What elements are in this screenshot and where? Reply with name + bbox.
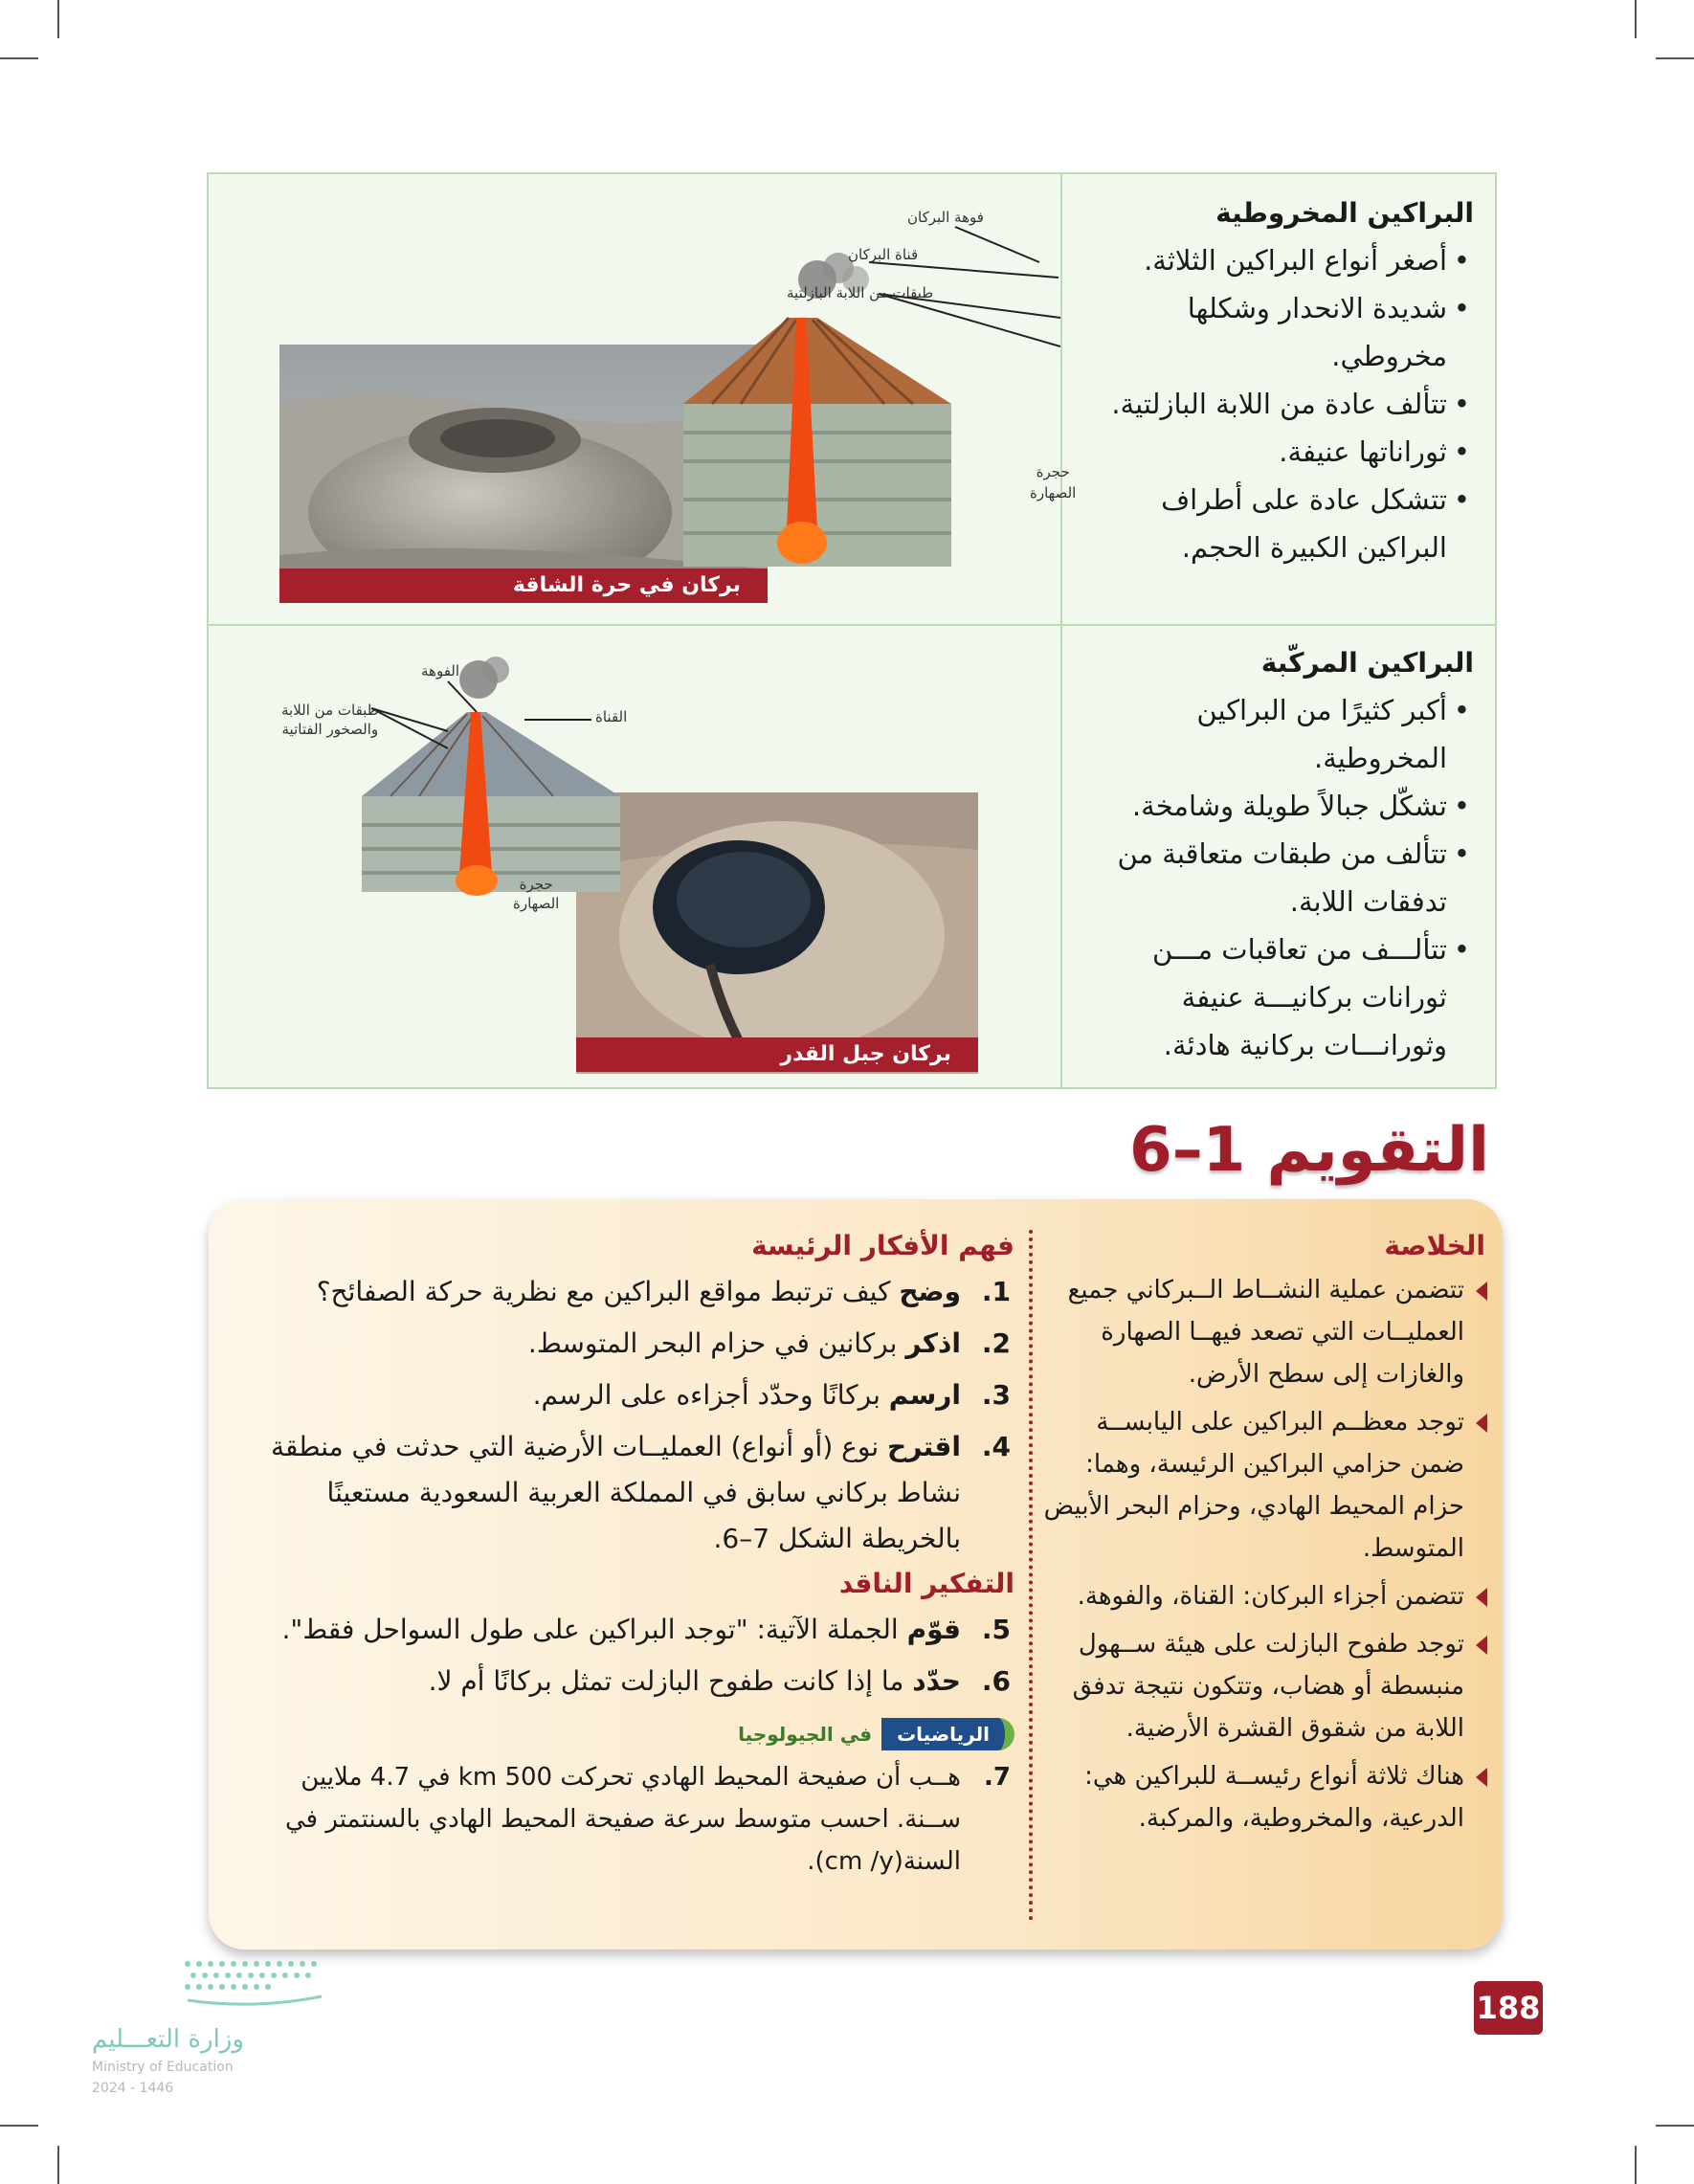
main-ideas-list: [230, 1269, 1014, 1562]
question-text: كيف ترتبط مواقع البراكين مع نظرية حركة الصفائح؟: [316, 1276, 900, 1307]
question-text: ما إذا كانت طفوح البازلت تمثل بركانًا أم لا.: [428, 1665, 913, 1697]
column-divider: [1029, 1230, 1033, 1921]
summary-item: توجد طفوح البازلت على هيئة ســهول منبسطة أو هضاب، وتتكون نتيجة تدفق اللابة من شقوق القشرة الأرضية.: [1036, 1623, 1464, 1749]
math-label: الرياضيات: [881, 1718, 1014, 1750]
question-verb: قوّم: [906, 1614, 961, 1645]
summary-item: توجد معظــم البراكين على اليابســة ضمن حزامي البراكين الرئيسة، وهما: حزام المحيط الهادي، وحزام البحر الأبيض المتوسط.: [1036, 1401, 1464, 1570]
magma-chamber-label: [513, 875, 559, 913]
magma-chamber-label-line2: الصهارة: [1030, 484, 1077, 501]
bullet-item: • ثوراناتها عنيفة.: [1081, 428, 1447, 476]
main-ideas-heading: فهم الأفكار الرئيسة: [751, 1230, 1014, 1261]
summary-heading: الخلاصة: [1384, 1230, 1485, 1261]
critical-thinking-list: [230, 1607, 1014, 1705]
question-number: 2.: [981, 1327, 1011, 1359]
summary-list: [1036, 1269, 1485, 1839]
question-number: 4.: [981, 1431, 1011, 1462]
photo-caption: بركان جبل القدر: [576, 1037, 978, 1072]
question-item: [230, 1372, 1011, 1418]
photo-caption: بركان في حرة الشاقة: [279, 568, 768, 603]
question-number: 1.: [981, 1276, 1011, 1307]
bullet-item: • تشكّل جبالاً طويلة وشامخة.: [1081, 782, 1447, 830]
layers-label: [281, 701, 379, 739]
critical-thinking-heading: التفكير الناقد: [838, 1568, 1014, 1599]
bullet-item: • تتألف من طبقات متعاقبة من تدفقات اللابة.: [1081, 830, 1447, 925]
summary-item: تتضمن عملية النشــاط الــبركاني جميع العمليــات التي تصعد فيهــا الصهارة والغازات إلى سطح الأرض.: [1036, 1269, 1464, 1395]
conduit-label: قناة البركان: [848, 246, 919, 263]
crop-mark: [1635, 2146, 1637, 2184]
vent-label: فوهة البركان: [907, 209, 984, 226]
question-item: [230, 1659, 1011, 1705]
ministry-dots-icon: [168, 1954, 341, 2012]
question-number: 5.: [981, 1614, 1011, 1645]
bullet-item: • تتألـــف من تعاقبات مـــن ثورانات بركانيـــة عنيفة وثورانـــات بركانية هادئة.: [1081, 925, 1447, 1069]
ministry-logo: [92, 1954, 341, 2127]
review-section: [201, 1105, 1510, 1978]
page-number: 188: [1474, 1981, 1543, 2035]
volcano-types-table: [207, 172, 1497, 1089]
question-text: الجملة الآتية: "توجد البراكين على طول السواحل فقط".: [281, 1614, 907, 1645]
layers-label-line1: طبقات من اللابة: [281, 702, 379, 719]
question-verb: حدّد: [912, 1665, 961, 1697]
cinder-cone-text: [1060, 174, 1495, 624]
magma-chamber-label-line1: حجرة: [519, 876, 553, 893]
bullet-item: • تتشكل عادة على أطراف البراكين الكبيرة الحجم.: [1081, 476, 1447, 571]
question-text: بركانين في حزام البحر المتوسط.: [527, 1327, 906, 1359]
in-geology-label: في الجيولوجيا: [738, 1723, 873, 1746]
question-number: 7.: [984, 1763, 1011, 1792]
math-list: [230, 1756, 1014, 1883]
leader-lines: [209, 624, 1060, 1083]
question-verb: اقترح: [887, 1431, 961, 1462]
basalt-layers-label: طبقات من اللابة البازلتية: [787, 284, 934, 301]
crop-mark: [1656, 2125, 1694, 2127]
question-verb: اذكر: [905, 1327, 961, 1359]
bullet-item: • تتألف عادة من اللابة البازلتية.: [1081, 380, 1447, 428]
cinder-cone-heading: البراكين المخروطية: [1215, 197, 1474, 229]
composite-figure: [209, 624, 1060, 1087]
cinder-cone-figure: [209, 174, 1077, 624]
question-item: [230, 1424, 1011, 1562]
composite-heading: البراكين المركّبة: [1260, 647, 1474, 679]
review-title: التقويم 1–6: [1129, 1115, 1489, 1186]
question-number: 6.: [981, 1665, 1011, 1697]
ministry-name-en: Ministry of Education: [92, 2060, 234, 2075]
question-text: نوع (أو أنواع) العمليــات الأرضية التي حدثت في منطقة نشاط بركاني سابق في المملكة العربية السعودية مستعينًا بالخريطة الشكل 7–6.: [271, 1431, 961, 1554]
crop-mark: [57, 2146, 59, 2184]
question-verb: ارسم: [888, 1379, 961, 1411]
crop-mark: [0, 57, 38, 59]
composite-bullets: [1081, 686, 1474, 1069]
summary-column: [1036, 1230, 1485, 1845]
question-item: [230, 1269, 1011, 1315]
bullet-item: • أصغر أنواع البراكين الثلاثة.: [1081, 236, 1447, 284]
crop-mark: [0, 2125, 38, 2127]
conduit-label: القناة: [595, 708, 628, 725]
cinder-cone-row: [209, 174, 1495, 626]
magma-chamber-label-line1: حجرة: [1036, 463, 1070, 480]
question-number: 3.: [981, 1379, 1011, 1411]
question-item: [230, 1607, 1011, 1653]
summary-item: تتضمن أجزاء البركان: القناة، والفوهة.: [1036, 1575, 1464, 1617]
question-text: بركانًا وحدّد أجزاءه على الرسم.: [532, 1379, 889, 1411]
cinder-cone-bullets: [1081, 236, 1474, 571]
math-in-geology-tag: [738, 1718, 1014, 1750]
magma-chamber-label-line2: الصهارة: [513, 895, 560, 912]
leader-lines: [209, 174, 1060, 624]
layers-label-line2: والصخور الفتاتية: [281, 721, 379, 738]
question-text: هــب أن صفيحة المحيط الهادي تحركت 500 km في 4.7 ملايين ســنة. احسب متوسط سرعة صفيحة المحيط الهادي بالسنتمتر في السنة(cm /y).: [284, 1763, 961, 1876]
summary-item: هناك ثلاثة أنواع رئيســة للبراكين هي: الدرعية، والمخروطية، والمركبة.: [1036, 1755, 1464, 1839]
question-verb: وضح: [899, 1276, 961, 1307]
question-item: [230, 1321, 1011, 1367]
ministry-year: 2024 - 1446: [92, 2081, 174, 2096]
question-item: [230, 1756, 1011, 1883]
composite-text: [1060, 624, 1495, 1087]
composite-volcano-row: [209, 624, 1495, 1087]
crop-mark: [57, 0, 59, 38]
bullet-item: • أكبر كثيرًا من البراكين المخروطية.: [1081, 686, 1447, 782]
ministry-name-ar: وزارة التعـــليم: [92, 2025, 244, 2054]
magma-chamber-label: [1030, 461, 1076, 503]
vent-label: الفوهة: [421, 662, 460, 680]
crop-mark: [1635, 0, 1637, 38]
questions-column: [230, 1230, 1014, 1888]
bullet-item: • شديدة الانحدار وشكلها مخروطي.: [1081, 284, 1447, 380]
crop-mark: [1656, 57, 1694, 59]
